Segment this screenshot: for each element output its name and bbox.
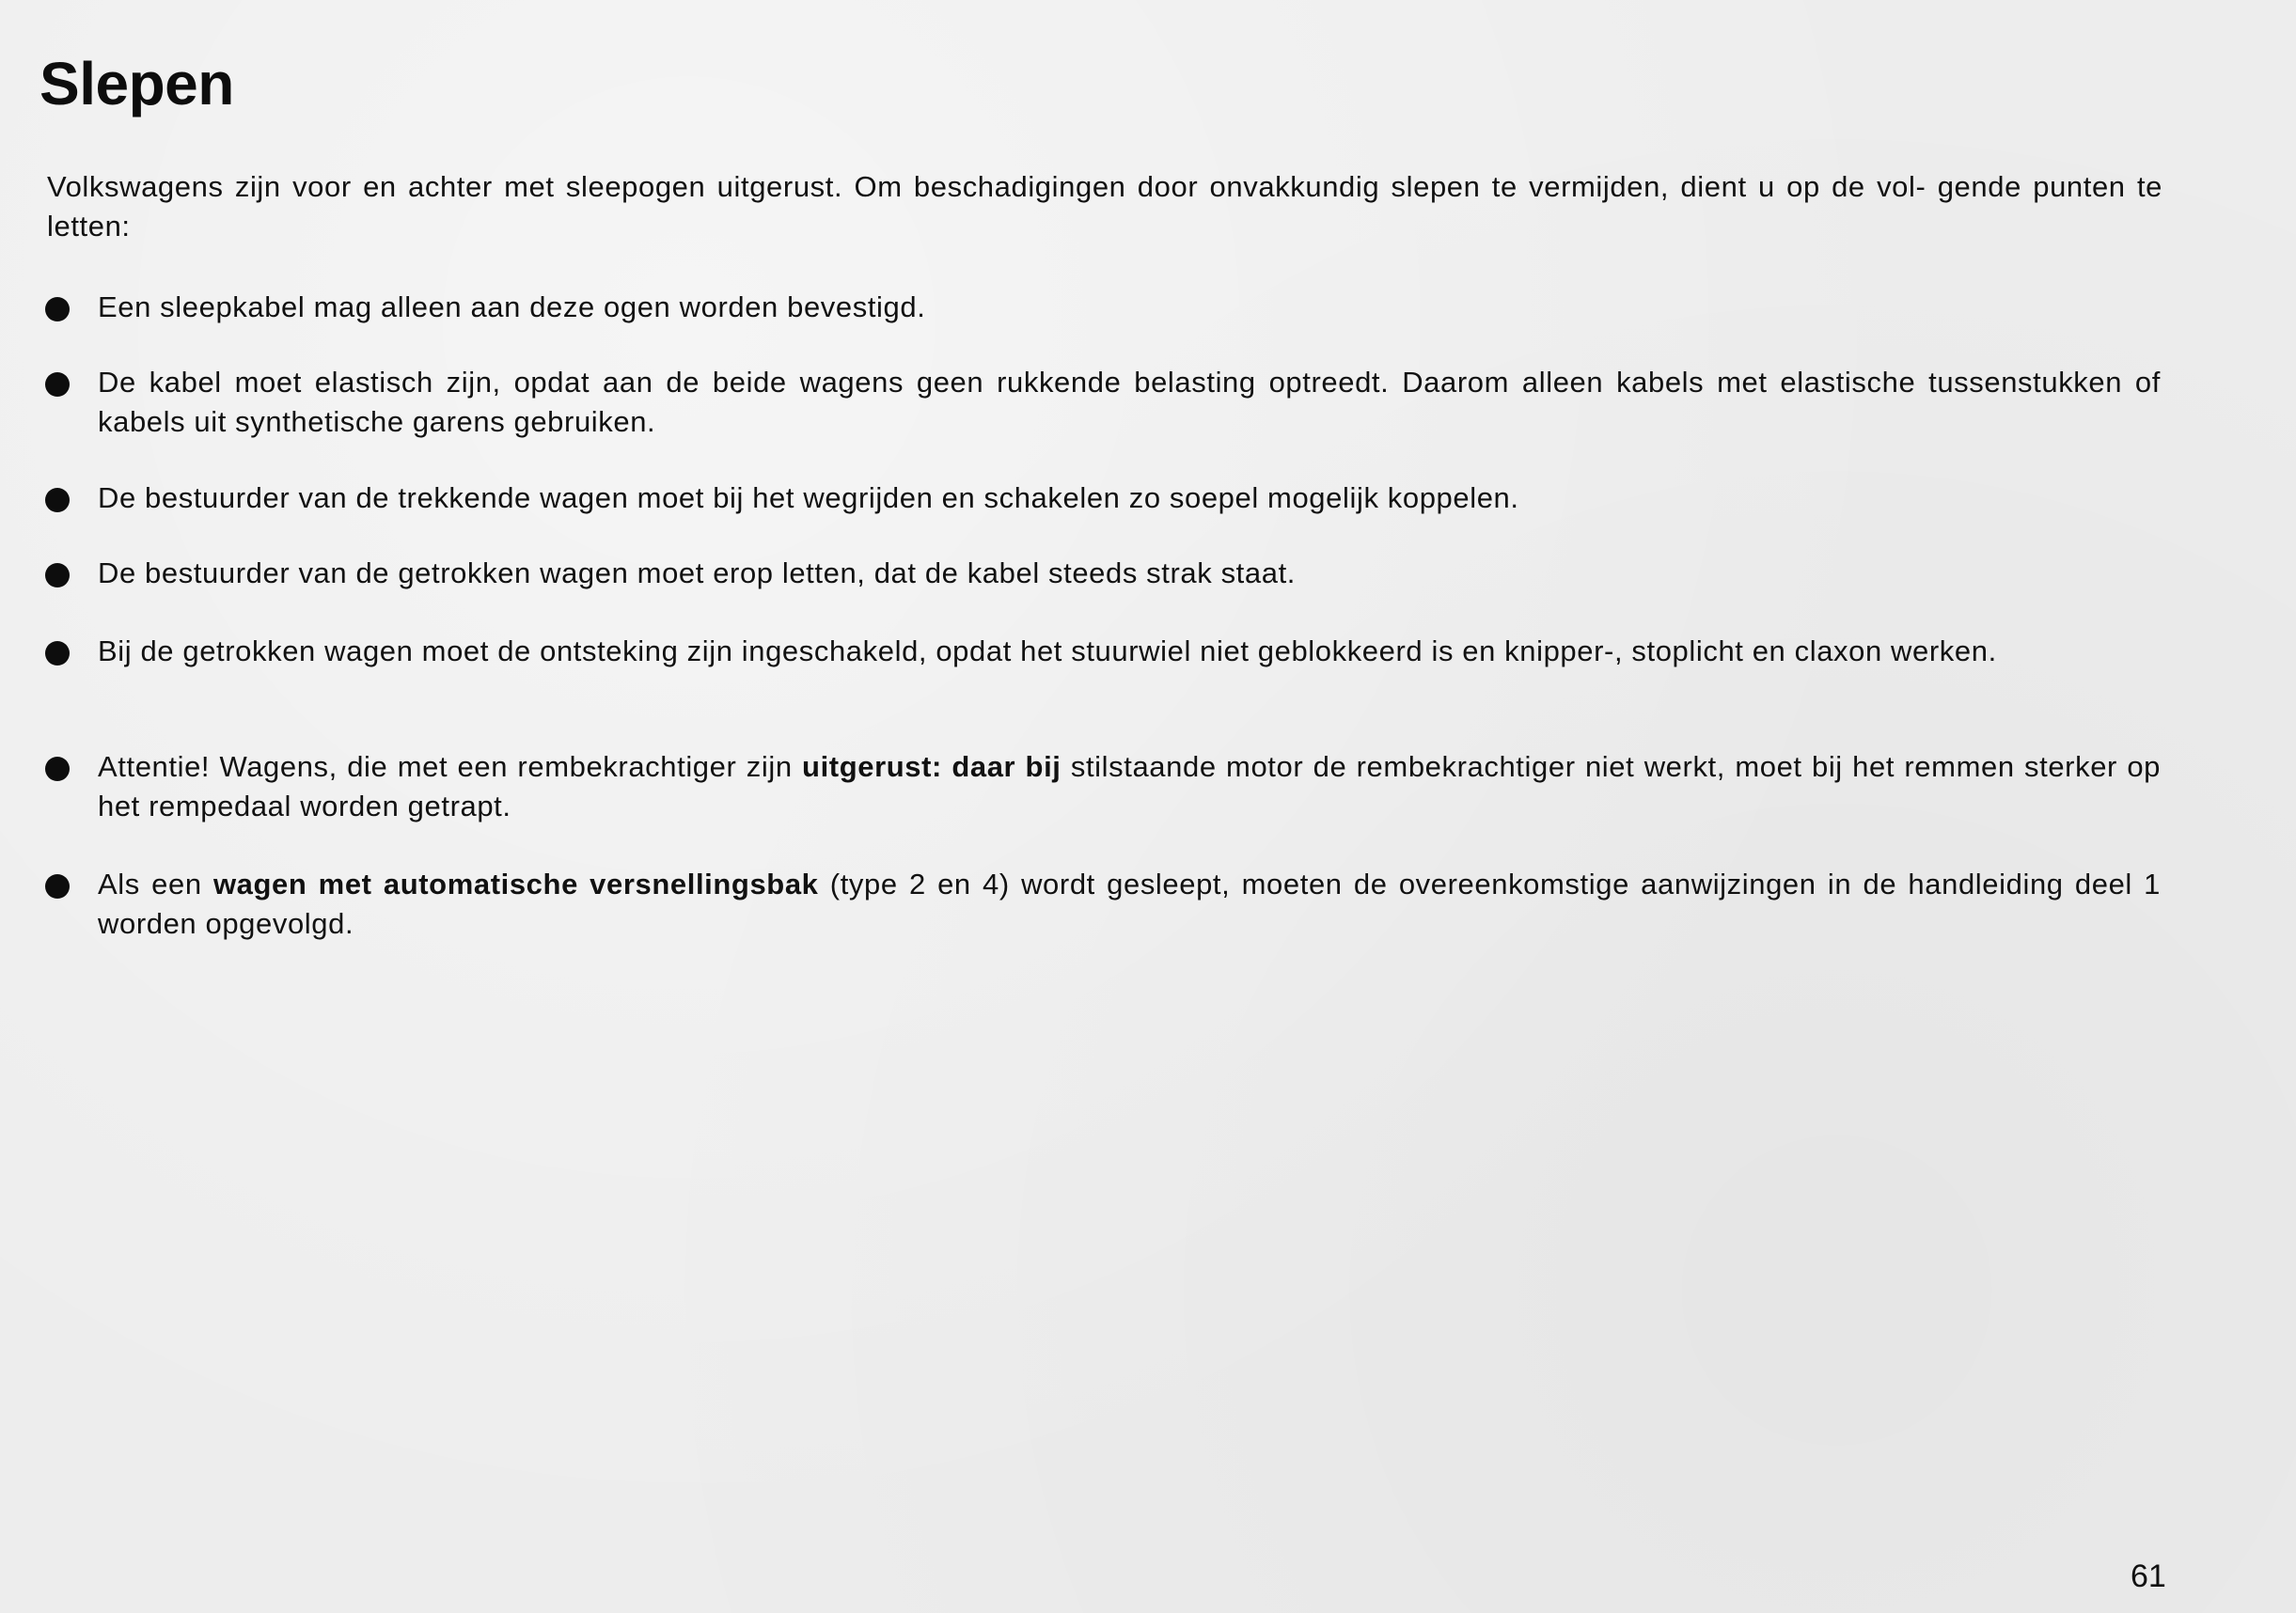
bullet-text-part: stilstaande motor de rembekrachtiger niet werkt, moet bij het remmen sterker op het rempedaal worden getrapt. — [98, 750, 2161, 822]
bullet-text-part: (type 2 en 4) wordt gesleept, moeten de overeenkomstige aanwijzingen in de handleiding deel 1 worden opgevolgd. — [98, 868, 2162, 940]
bullet-icon — [45, 874, 70, 899]
bullet-text: De bestuurder van de trekkende wagen moet bij het wegrijden en schakelen zo soepel mogelijk koppelen. — [98, 481, 1519, 514]
list-item — [45, 478, 2161, 518]
list-item — [45, 363, 2161, 442]
bullet-text: Bij de getrokken wagen moet de ontsteking zijn ingeschakeld, opdat het stuurwiel niet geblokkeerd is en knipper-, stoplicht en claxon werken. — [98, 634, 1997, 667]
list-item — [45, 554, 2161, 593]
bullet-text-emphasis: uitgerust: daar bij — [802, 750, 1062, 783]
bullet-text: Een sleepkabel mag alleen aan deze ogen worden bevestigd. — [98, 290, 926, 323]
bullet-text-emphasis: wagen met automatische versnellingsbak — [212, 868, 819, 900]
intro-paragraph: Volkswagens zijn voor en achter met sleepogen uitgerust. Om beschadigingen door onvakkundig slepen te vermijden, dient u op de vol- gende punten te letten: — [47, 170, 2162, 243]
bullet-icon — [45, 757, 70, 781]
list-item — [45, 865, 2161, 944]
bullet-text: De bestuurder van de getrokken wagen moet erop letten, dat de kabel steeds strak staat. — [98, 556, 1296, 589]
bullet-text — [98, 865, 2161, 944]
page-number: 61 — [2131, 1558, 2166, 1594]
bullet-text: De kabel moet elastisch zijn, opdat aan de beide wagens geen rukkende belasting optreedt. Daarom alleen kabels met elastische tussenstukken of kabels uit synthetische garens gebruiken. — [98, 366, 2161, 438]
list-item — [45, 288, 2161, 327]
bullet-icon — [45, 488, 70, 512]
bullet-icon — [45, 563, 70, 587]
list-item — [45, 747, 2161, 826]
list-item — [45, 632, 2161, 671]
bullet-text — [98, 747, 2161, 826]
bullet-icon — [45, 641, 70, 666]
bullet-icon — [45, 372, 70, 397]
bullet-text-part: Als een — [98, 868, 213, 900]
page-title: Slepen — [39, 50, 234, 117]
bullet-icon — [45, 297, 70, 321]
bullet-text-part: Attentie! Wagens, die met een rembekrachtiger zijn — [98, 750, 803, 783]
